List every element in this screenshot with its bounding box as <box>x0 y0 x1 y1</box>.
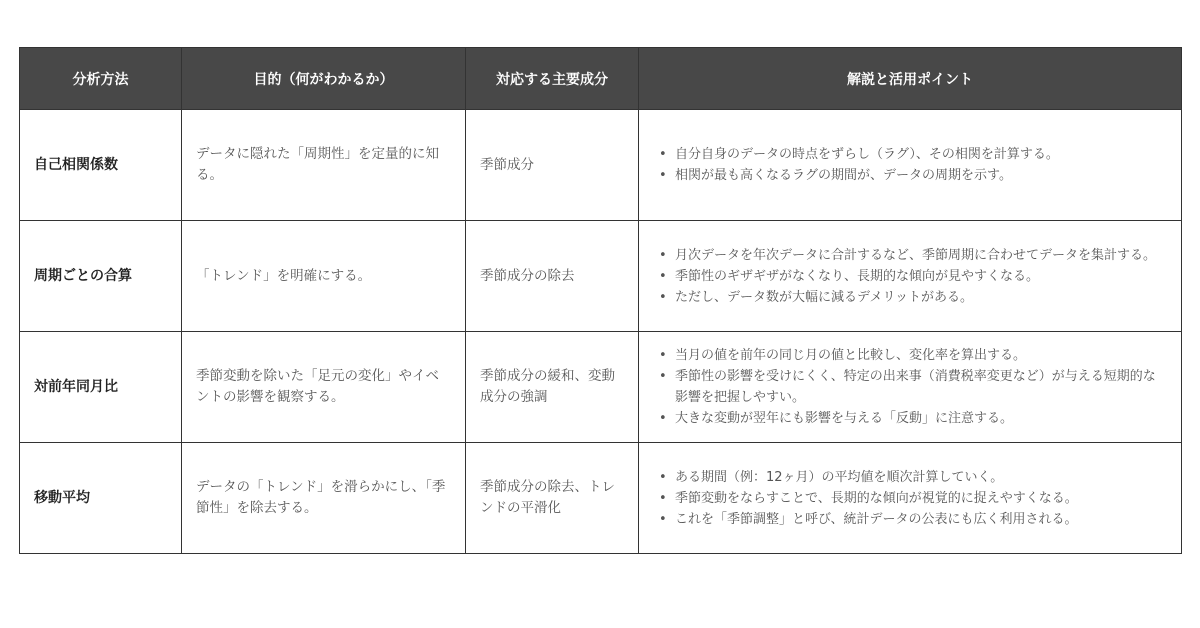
method-cell: 自己相関係数 <box>20 110 182 221</box>
list-item: • 季節性の影響を受けにくく、特定の出来事（消費税率変更など）が与える短期的な影響を把握しやすい。 <box>675 366 1167 408</box>
list-item: • 大きな変動が翌年にも影響を与える「反動」に注意する。 <box>675 408 1167 429</box>
bullet-icon: • <box>659 168 667 183</box>
list-item: • 自分自身のデータの時点をずらし（ラグ）、その相関を計算する。 <box>675 144 1167 165</box>
points-list <box>653 345 1167 429</box>
table-row <box>20 110 1182 221</box>
analysis-methods-table-container <box>19 47 1181 554</box>
header-points: 解説と活用ポイント <box>639 48 1182 110</box>
bullet-icon: • <box>659 289 667 305</box>
header-purpose: 目的（何がわかるか） <box>182 48 466 110</box>
header-method: 分析方法 <box>20 48 182 110</box>
bullet-icon: • <box>659 369 667 384</box>
purpose-cell: 「トレンド」を明確にする。 <box>182 221 466 332</box>
purpose-cell: データに隠れた「周期性」を定量的に知る。 <box>182 110 466 221</box>
list-item: • ある期間（例：12ヶ月）の平均値を順次計算していく。 <box>675 467 1167 488</box>
list-item: • これを「季節調整」と呼び、統計データの公表にも広く利用される。 <box>675 509 1167 530</box>
bullet-icon: • <box>659 411 667 426</box>
component-cell: 季節成分の除去 <box>466 221 639 332</box>
points-list <box>653 144 1167 186</box>
method-cell: 周期ごとの合算 <box>20 221 182 332</box>
list-item: • 相関が最も高くなるラグの期間が、データの周期を示す。 <box>675 165 1167 186</box>
method-cell: 対前年同月比 <box>20 332 182 443</box>
list-item: • ただし、データ数が大幅に減るデメリットがある。 <box>675 287 1167 308</box>
analysis-methods-table <box>19 47 1182 554</box>
bullet-icon: • <box>659 511 667 527</box>
bullet-icon: • <box>659 247 667 263</box>
points-list <box>653 245 1167 308</box>
component-cell: 季節成分 <box>466 110 639 221</box>
points-cell <box>639 221 1182 332</box>
purpose-cell: データの「トレンド」を滑らかにし、「季節性」を除去する。 <box>182 443 466 554</box>
component-cell: 季節成分の緩和、変動成分の強調 <box>466 332 639 443</box>
table-row <box>20 221 1182 332</box>
bullet-icon: • <box>659 469 667 485</box>
purpose-cell: 季節変動を除いた「足元の変化」やイベントの影響を観察する。 <box>182 332 466 443</box>
points-cell <box>639 332 1182 443</box>
table-row <box>20 332 1182 443</box>
bullet-icon: • <box>659 147 667 162</box>
bullet-icon: • <box>659 268 667 284</box>
points-list <box>653 467 1167 530</box>
header-component: 対応する主要成分 <box>466 48 639 110</box>
method-cell: 移動平均 <box>20 443 182 554</box>
table-row <box>20 443 1182 554</box>
points-cell <box>639 110 1182 221</box>
component-cell: 季節成分の除去、トレンドの平滑化 <box>466 443 639 554</box>
header-row <box>20 48 1182 110</box>
list-item: • 当月の値を前年の同じ月の値と比較し、変化率を算出する。 <box>675 345 1167 366</box>
bullet-icon: • <box>659 490 667 506</box>
list-item: • 季節変動をならすことで、長期的な傾向が視覚的に捉えやすくなる。 <box>675 488 1167 509</box>
list-item: • 季節性のギザギザがなくなり、長期的な傾向が見やすくなる。 <box>675 266 1167 287</box>
bullet-icon: • <box>659 348 667 363</box>
points-cell <box>639 443 1182 554</box>
list-item: • 月次データを年次データに合計するなど、季節周期に合わせてデータを集計する。 <box>675 245 1167 266</box>
